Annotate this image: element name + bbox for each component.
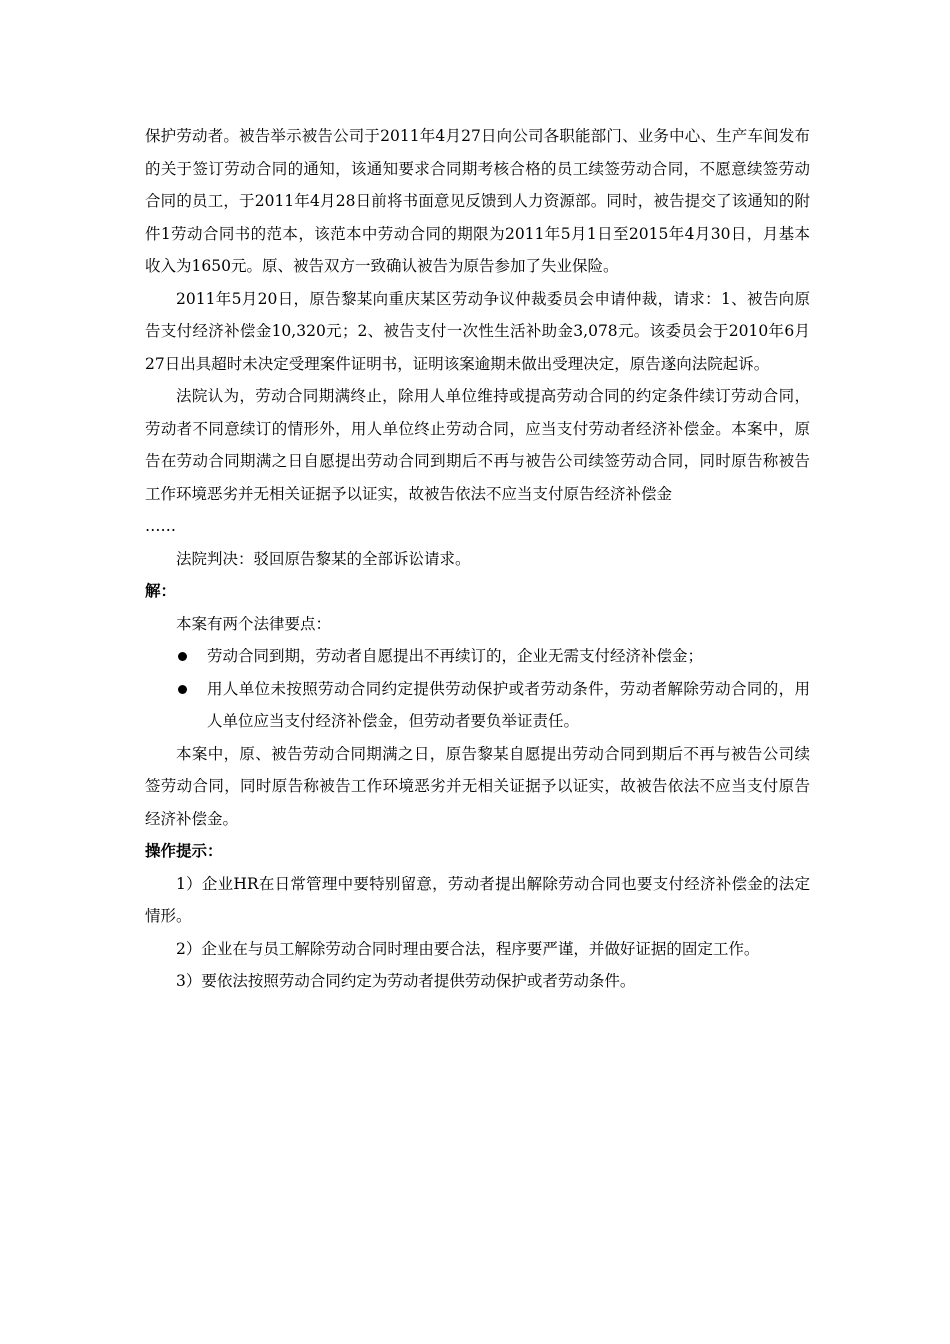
case-facts-paragraph: 保护劳动者。被告举示被告公司于2011年4月27日向公司各职能部门、业务中心、生产车间发布的关于签订劳动合同的通知，该通知要求合同期考核合格的员工续签劳动合同，不愿意续签劳动合同的员工，于2011年4月28日前将书面意见反馈到人力资源部。同时，被告提交了该通知的附件1劳动合同书的范本，该范本中劳动合同的期限为2011年5月1日至2015年4月30日，月基本收入为1650元。原、被告双方一致确认被告为原告参加了失业保险。	[145, 127, 810, 275]
bullet-icon	[178, 652, 187, 661]
bullet-icon	[178, 685, 187, 694]
document-page	[145, 120, 810, 998]
court-opinion-text: 法院认为，劳动合同期满终止，除用人单位维持或提高劳动合同的约定条件续订劳动合同，劳动者不同意续订的情形外，用人单位终止劳动合同，应当支付劳动者经济补偿金。本案中，原告在劳动合同期满之日自愿提出劳动合同到期后不再与被告公司续签劳动合同，同时原告称被告工作环境恶劣并无相关证据予以证实，故被告依法不应当支付原告经济补偿金	[145, 387, 810, 503]
solution-intro: 本案有两个法律要点：	[176, 614, 332, 633]
arbitration-paragraph: 2011年5月20日，原告黎某向重庆某区劳动争议仲裁委员会申请仲裁，请求：1、被告向原告支付经济补偿金10,320元；2、被告支付一次性生活补助金3,078元。该委员会于2010年6月27日出具超时未决定受理案件证明书，证明该案逾期未做出受理决定，原告遂向法院起诉。	[145, 289, 810, 373]
legal-points-list	[145, 640, 810, 738]
solution-heading: 解：	[145, 582, 177, 600]
legal-point-text: 用人单位未按照劳动合同约定提供劳动保护或者劳动条件，劳动者解除劳动合同的，用人单位应当支付经济补偿金，但劳动者要负举证责任。	[207, 679, 810, 730]
list-item	[145, 673, 810, 738]
solution-conclusion: 本案中，原、被告劳动合同期满之日，原告黎某自愿提出劳动合同到期后不再与被告公司续签劳动合同，同时原告称被告工作环境恶劣并无相关证据予以证实，故被告依法不应当支付原告经济补偿金。	[145, 744, 810, 828]
list-item	[145, 640, 810, 673]
judgment-paragraph: 法院判决：驳回原告黎某的全部诉讼请求。	[176, 549, 471, 568]
tip-item: 1）企业HR在日常管理中要特别留意，劳动者提出解除劳动合同也要支付经济补偿金的法定情形。	[145, 874, 810, 925]
tip-item: 2）企业在与员工解除劳动合同时理由要合法，程序要严谨，并做好证据的固定工作。	[176, 939, 760, 958]
legal-point-text: 劳动合同到期，劳动者自愿提出不再续订的，企业无需支付经济补偿金；	[207, 647, 704, 665]
tip-item: 3）要依法按照劳动合同约定为劳动者提供劳动保护或者劳动条件。	[176, 972, 636, 990]
court-opinion-paragraph	[145, 380, 810, 543]
ellipsis: ……	[145, 517, 176, 535]
tips-heading: 操作提示：	[145, 842, 223, 860]
